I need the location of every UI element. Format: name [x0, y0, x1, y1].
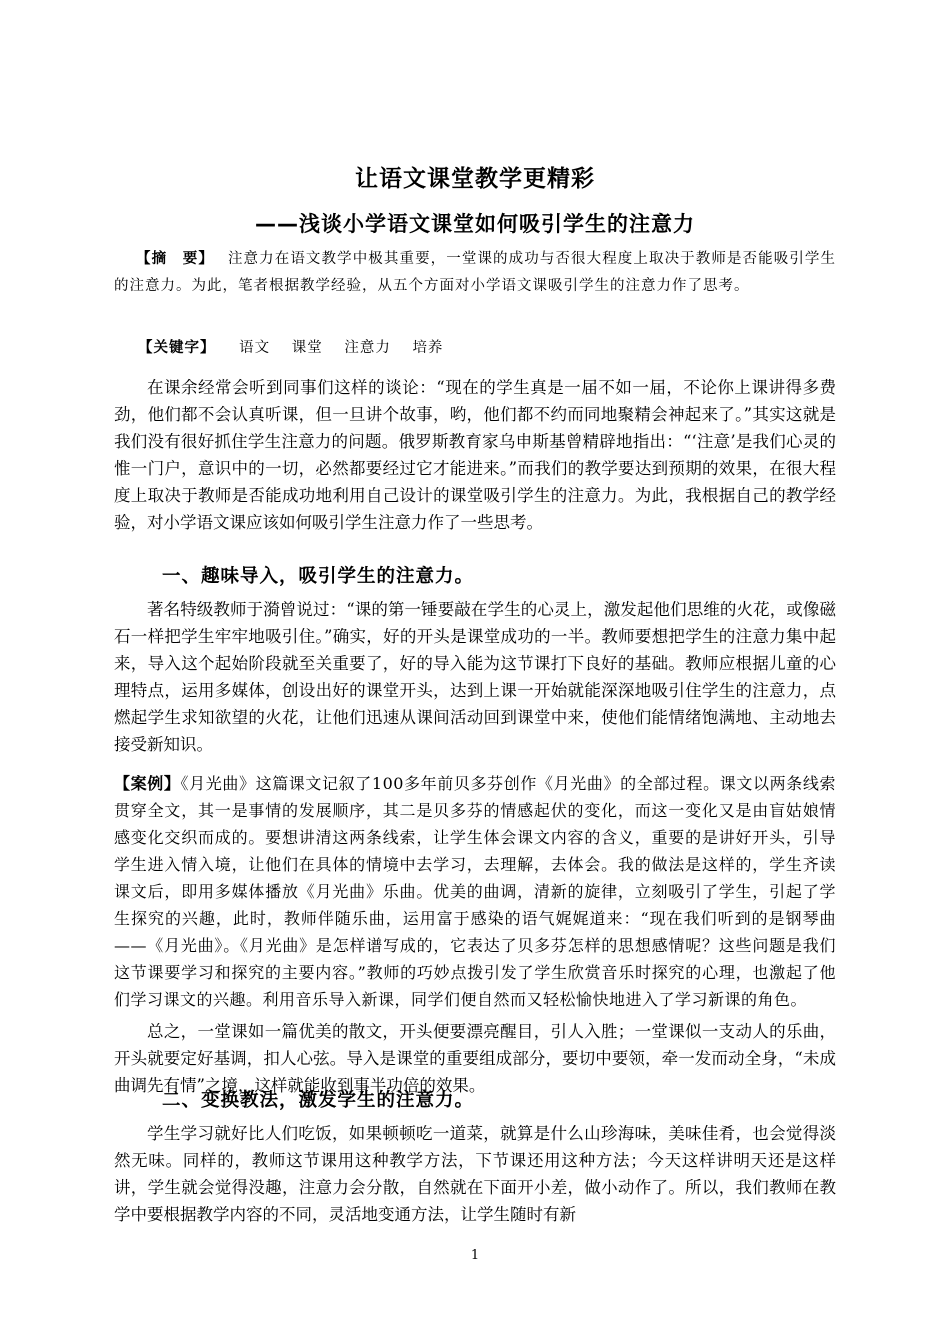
abstract	[114, 246, 836, 300]
page-number: 1	[470, 1248, 480, 1263]
keyword: 注意力	[344, 340, 391, 356]
section-heading-2: 二、变换教法，激发学生的注意力。	[162, 1090, 475, 1111]
abstract-text: 注意力在语文教学中极其重要，一堂课的成功与否很大程度上取决于教师是否能吸引学生的注意力。为此，笔者根据教学经验，从五个方面对小学语文课吸引学生的注意力作了思考。	[114, 251, 837, 294]
case-text: 《月光曲》这篇课文记叙了100多年前贝多芬创作《月光曲》的全部过程。课文以两条线索贯穿全文，其一是事情的发展顺序，其二是贝多芬的情感起伏的变化，而这一变化又是由盲姑娘情感变化交织而成的。要想讲清这两条线索，让学生体会课文内容的含义，重要的是讲好开头，引导学生进入情入境，让他们在具体的情境中去学习，去理解，去体会。我的做法是这样的，学生齐读课文后，即用多媒体播放《月光曲》乐曲。优美的曲调，清新的旋律，立刻吸引了学生，引起了学生探究的兴趣，此时，教师伴随乐曲，运用富于感染的语气娓娓道来：“现在我们听到的是钢琴曲——《月光曲》。《月光曲》是怎样谱写成的，它表达了贝多芬怎样的思想感情呢？这些问题是我们这节课要学习和探究的主要内容。”教师的巧妙点拨引发了学生欣赏音乐时探究的心理，也激起了他们学习课文的兴趣。利用音乐导入新课，同学们便自然而又轻松愉快地进入了学习新课的角色。	[114, 774, 836, 1009]
case-paragraph	[114, 770, 836, 1013]
keyword: 培养	[412, 340, 444, 356]
section1-paragraph-1: 著名特级教师于漪曾说过：“课的第一锤要敲在学生的心灵上，激发起他们思维的火花，或像磁石一样把学生牢牢地吸引住。”确实，好的开头是课堂成功的一半。教师要想把学生的注意力集中起来，导入这个起始阶段就至关重要了，好的导入能为这节课打下良好的基础。教师应根据儿童的心理特点，运用多媒体，创设出好的课堂开头，达到上课一开始就能深深地吸引住学生的注意力，点燃起学生求知欲望的火花，让他们迅速从课间活动回到课堂中来，使他们能情绪饱满地、主动地去接受新知识。	[114, 600, 836, 754]
abstract-label: 【摘 要】	[136, 251, 214, 267]
section1-paragraph-2: 总之，一堂课如一篇优美的散文，开头便要漂亮醒目，引人入胜；一堂课似一支动人的乐曲，开头就要定好基调，扣人心弦。导入是课堂的重要组成部分，要切中要领，牵一发而动全身，“未成曲调先有情”之境，这样就能收到事半功倍的效果。	[114, 1022, 836, 1095]
keywords	[138, 337, 838, 359]
page-subtitle: ——浅谈小学语文课堂如何吸引学生的注意力	[255, 212, 695, 236]
keywords-label: 【关键字】	[138, 340, 216, 356]
intro-paragraph: 在课余经常会听到同事们这样的谈论：“现在的学生真是一届不如一届，不论你上课讲得多费劲，他们都不会认真听课，但一旦讲个故事，哟，他们都不约而同地聚精会神起来了。”其实这就是我们没有很好抓住学生注意力的问题。俄罗斯教育家乌申斯基曾精辟地指出：“‘注意’是我们心灵的惟一门户，意识中的一切，必然都要经过它才能进来。”而我们的教学要达到预期的效果，在很大程度上取决于教师是否能成功地利用自己设计的课堂吸引学生的注意力。为此，我根据自己的教学经验，对小学语文课应该如何吸引学生注意力作了一些思考。	[114, 378, 836, 532]
keyword: 课堂	[291, 340, 323, 356]
section-heading-1: 一、趣味导入，吸引学生的注意力。	[162, 566, 475, 587]
keyword: 语文	[239, 340, 271, 356]
page-title: 让语文课堂教学更精彩	[355, 166, 595, 192]
case-label: 【案例】	[114, 774, 181, 793]
section2-paragraph-1: 学生学习就好比人们吃饭，如果顿顿吃一道菜，就算是什么山珍海味，美味佳肴，也会觉得淡然无味。同样的，教师这节课用这种教学方法，下节课还用这种方法；今天这样讲明天还是这样讲，学生就会觉得没趣，注意力会分散，自然就在下面开小差，做小动作了。所以，我们教师在教学中要根据教学内容的不同，灵活地变通方法，让学生随时有新	[114, 1124, 836, 1224]
